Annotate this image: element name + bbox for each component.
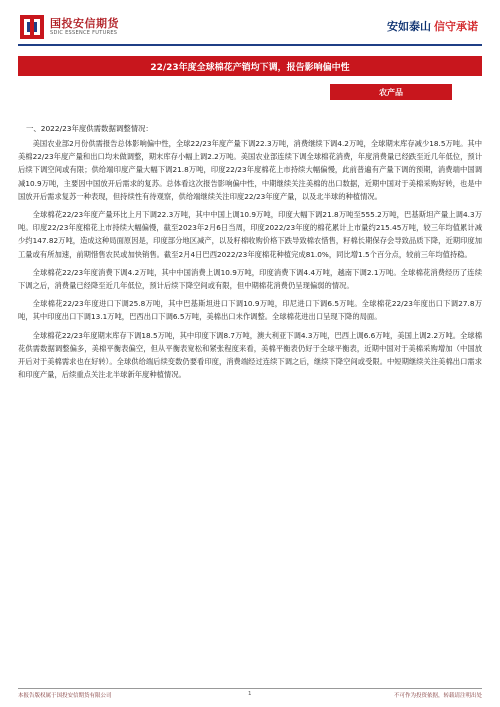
category-tag (330, 84, 452, 100)
paragraph-trade: 全球棉花22/23年度进口下调25.8万吨，其中巴基斯坦进口下调10.9万吨，印尼进口下调6.5万吨。全球棉花22/23年度出口下调27.8万吨，其中印度出口下调13.1万吨，巴西出口下调6.5万吨，美棉出口未作调整。全球棉花进出口呈现下降的局面。 (18, 299, 482, 322)
brand-name: 国投安信期货 (50, 17, 119, 30)
report-title-bar (18, 56, 482, 76)
footer-copyright: 本报告版权属于国投安信期货有限公司 (18, 693, 112, 699)
company-logo-icon (20, 15, 44, 39)
slogan (387, 18, 478, 34)
slogan-part-1: 安如泰山 (387, 20, 431, 33)
category-label: 农产品 (379, 87, 403, 97)
page-number: 1 (248, 691, 252, 697)
report-title: 22/23年度全球棉花产销均下调，报告影响偏中性 (150, 62, 350, 73)
paragraph-consumption: 全球棉花22/23年度消费下调4.2万吨，其中中国消费上调10.9万吨，印度消费下调4.4万吨，越南下调2.1万吨。全球棉花消费经历了连续下调之后，消费量已经降至近几年低位，预计后续下降空间或有限，但中期棉花消费仍呈现偏弱的情况。 (18, 267, 482, 291)
slogan-part-2: 信守承诺 (434, 20, 478, 33)
brand-subtitle: SDIC ESSENCE FUTURES (50, 30, 118, 36)
footer-disclaimer: 不可作为投资依据，转载请注明出处 (393, 693, 482, 699)
report-body (18, 122, 482, 386)
page-header (0, 0, 500, 48)
footer-divider (18, 688, 482, 689)
section-heading: 一、2022/23年度供需数据调整情况： (26, 124, 153, 133)
header-divider (18, 44, 482, 46)
paragraph-production: 全球棉花22/23年度产量环比上月下调22.3万吨，其中中国上调10.9万吨，印度大幅下调21.8万吨至555.2万吨，巴基斯坦产量上调4.3万吨。印度22/23年度棉花上市持续大幅偏慢，截至2023年2月6日当周，印度2022/23年度的棉花累计上市量约215.45万吨，较三年均值累计减少约147.82万吨，造成这种局面原因是，印度部分地区减产，以及籽棉收购价格下跌导致棉农惜售，籽棉长期保存会导致品质下降，近期印度加工量或有所加速，前期惜售农民或加快销售。截至2月4日巴西2022/23年度棉花种植完成81.0%，同比增1.5个百分点，较前三年均值持稳。 (18, 210, 482, 259)
paragraph-stocks: 全球棉花22/23年度期末库存下调18.5万吨，其中印度下调8.7万吨，澳大利亚下调4.3万吨，巴西上调6.6万吨，美国上调2.2万吨。全球棉花供需数据调整偏多，美棉平衡表偏空，但从平衡表宽松和紧张程度来看，美棉平衡表仍好于全球平衡表，近期中国对于美棉采购增加（中国放开后对于美棉需求也在好转）。全球供给端后续变数仍要看印度，消费端经过连续下调之后，继续下降空间或受限。中短期继续关注美棉出口需求和印度产量，后续重点关注北半球新年度种植情况。 (18, 330, 482, 380)
paragraph-summary: 美国农业部2月份供需报告总体影响偏中性，全球22/23年度产量下调22.3万吨，消费继续下调4.2万吨，全球期末库存减少18.5万吨。其中美棉22/23年度产量和出口均未做调整，期末库存小幅上调2.2万吨。美国农业部连续下调全球棉花消费，年度消费量已经跌至近几年低位，预计后续下调空间或有限；供给端印度产量大幅下调21.8万吨，印度22/23年度棉花上市持续大幅偏慢，此前普遍有产量下调的预期，消费端中国调减10.9万吨，主要因中国放开后需求的复苏。总体看这次报告影响偏中性，中期继续关注美棉的出口数据，近期中国对于美棉采购好转，也是中国放开后需求复苏一种表现，但持续性有待观察，供给端继续关注印度22/23年度产量，以及北半球的种植情况。 (18, 139, 482, 201)
